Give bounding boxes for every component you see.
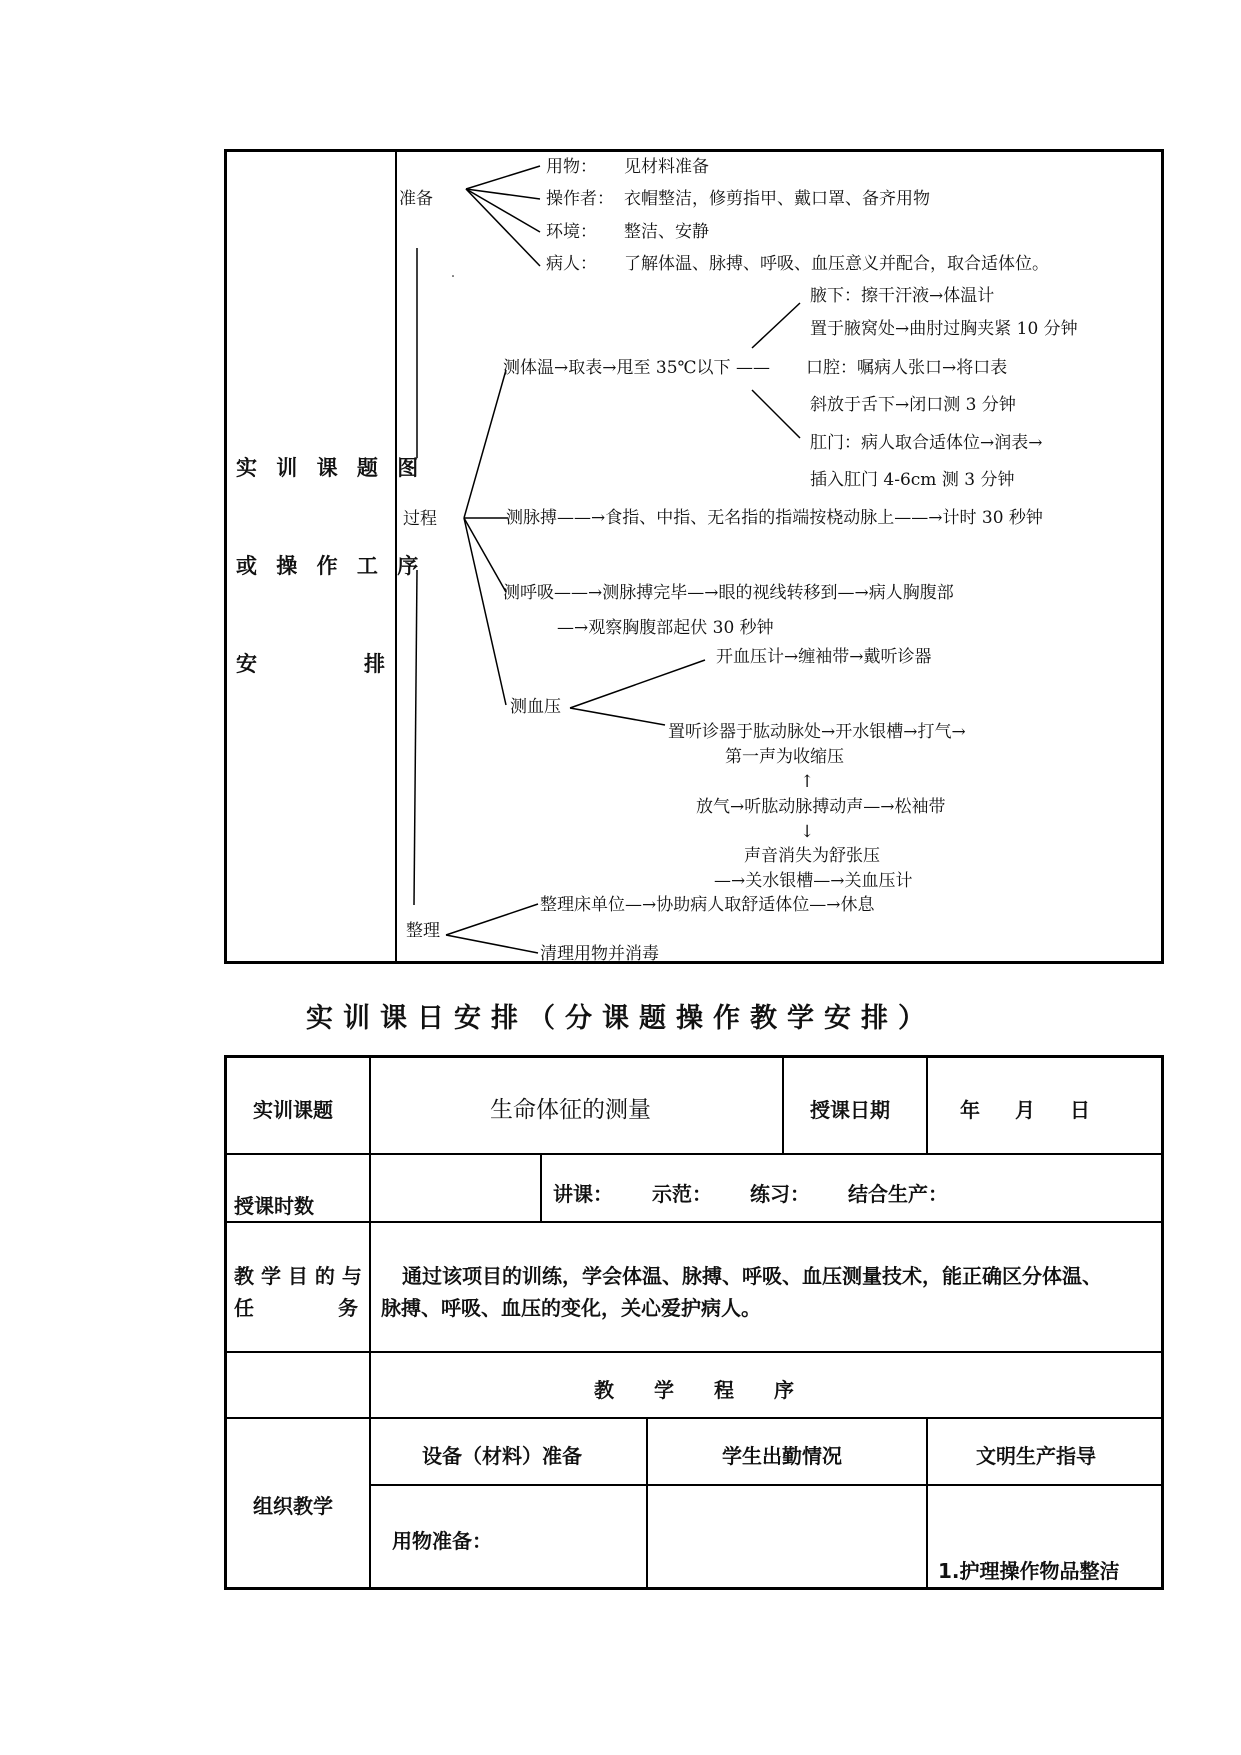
section-title: 实训课日安排（分课题操作教学安排） — [306, 1003, 935, 1034]
topic-label: 实训课题 — [253, 1098, 333, 1122]
prep-item-key: 病人： — [546, 254, 597, 274]
civil-item-1: 1.护理操作物品整洁 — [938, 1559, 1120, 1583]
prep-item-value: 衣帽整洁，修剪指甲、戴口罩、备齐用物 — [624, 189, 930, 209]
goal-text-line-1: 通过该项目的训练，学会体温、脉搏、呼吸、血压测量技术，能正确区分体温、 — [402, 1264, 1102, 1288]
prep-item-key: 用物： — [546, 157, 597, 177]
left-label-line-1: 实 训 课 题 图 — [236, 456, 425, 480]
practice-label: 练习： — [750, 1182, 810, 1206]
lecture-label: 讲课： — [553, 1182, 613, 1206]
arrow-up-icon: ↑ — [800, 772, 815, 792]
process-title: 过程 — [403, 509, 437, 529]
bp-step-4: 放气→听肱动脉搏动声—→松袖带 — [696, 797, 946, 817]
temperature-axilla-1: 腋下：擦干汗液→体温计 — [810, 286, 995, 306]
left-label-line-3b: 排 — [364, 652, 385, 676]
row-divider — [224, 1351, 1164, 1353]
date-month: 月 — [1015, 1098, 1035, 1122]
prep-item-value: 见材料准备 — [624, 157, 709, 177]
date-year: 年 — [960, 1098, 980, 1122]
arrow-down-icon: ↓ — [800, 822, 815, 842]
respiration-step-2: —→观察胸腹部起伏 30 秒钟 — [557, 618, 774, 638]
tidy-title: 整理 — [406, 921, 440, 941]
date-day: 日 — [1070, 1098, 1090, 1122]
col-divider — [540, 1153, 542, 1221]
tidy-item-2: 清理用物并消毒 — [540, 944, 659, 964]
prep-item-key: 环境： — [546, 222, 597, 242]
goal-text-line-2: 脉搏、呼吸、血压的变化，关心爱护病人。 — [381, 1296, 761, 1320]
civil-header: 文明生产指导 — [976, 1444, 1096, 1468]
row-divider — [224, 1417, 1164, 1419]
lesson-plan-table — [224, 1055, 1164, 1590]
goal-label-2a: 任 — [234, 1296, 254, 1320]
procedure-title: 教 学 程 序 — [594, 1378, 794, 1402]
bp-step-1: 开血压计→缠袖带→戴听诊器 — [716, 647, 932, 667]
temperature-oral-2: 斜放于舌下→闭口测 3 分钟 — [810, 395, 1016, 415]
bp-step: 测血压 — [510, 697, 561, 717]
col-divider — [926, 1417, 928, 1590]
prep-item-value: 整洁、安静 — [624, 222, 709, 242]
attendance-header: 学生出勤情况 — [722, 1444, 842, 1468]
temperature-step: 测体温→取表→甩至 35℃以下 —— — [503, 358, 770, 378]
row-divider — [370, 1484, 1164, 1486]
col-divider — [369, 1055, 371, 1590]
temperature-oral-1: 口腔：嘱病人张口→将口表 — [806, 358, 1008, 378]
respiration-step-1: 测呼吸——→测脉搏完毕—→眼的视线转移到—→病人胸腹部 — [503, 583, 954, 603]
left-label-line-3a: 安 — [236, 652, 257, 676]
hours-label: 授课时数 — [234, 1194, 314, 1218]
bp-step-6: —→关水银槽—→关血压计 — [714, 871, 913, 891]
pulse-step: 测脉搏——→食指、中指、无名指的指端按桡动脉上——→计时 30 秒钟 — [506, 508, 1043, 528]
col-divider — [926, 1055, 928, 1153]
equip-header: 设备（材料）准备 — [422, 1444, 582, 1468]
bp-step-2: 置听诊器于肱动脉处→开水银槽→打气→ — [668, 722, 966, 742]
col-divider — [646, 1417, 648, 1590]
temperature-anal-1: 肛门：病人取合适体位→润表→ — [810, 433, 1043, 453]
demo-label: 示范： — [652, 1182, 712, 1206]
prep-title: 准备 — [399, 189, 433, 209]
production-label: 结合生产： — [848, 1182, 948, 1206]
temperature-axilla-2: 置于腋窝处→曲肘过胸夹紧 10 分钟 — [810, 319, 1078, 339]
goal-label-1: 教 学 目 的 与 — [234, 1264, 362, 1288]
date-label: 授课日期 — [810, 1098, 890, 1122]
left-label-line-2: 或 操 作 工 序 — [236, 554, 425, 578]
row-divider — [224, 1221, 1164, 1223]
org-label: 组织教学 — [253, 1494, 333, 1518]
tidy-item-1: 整理床单位—→协助病人取舒适体位—→休息 — [540, 895, 875, 915]
prep-item-value: 了解体温、脉搏、呼吸、血压意义并配合，取合适体位。 — [624, 254, 1049, 274]
prep-item-key: 操作者： — [546, 189, 614, 209]
topic-value: 生命体征的测量 — [490, 1097, 651, 1123]
bp-step-5: 声音消失为舒张压 — [744, 846, 880, 866]
temperature-anal-2: 插入肛门 4-6cm 测 3 分钟 — [810, 470, 1015, 490]
goal-label-2b: 务 — [338, 1296, 358, 1320]
col-divider — [782, 1055, 784, 1153]
bp-step-3: 第一声为收缩压 — [725, 747, 844, 767]
supplies-label: 用物准备： — [392, 1529, 492, 1553]
row-divider — [224, 1153, 1164, 1155]
